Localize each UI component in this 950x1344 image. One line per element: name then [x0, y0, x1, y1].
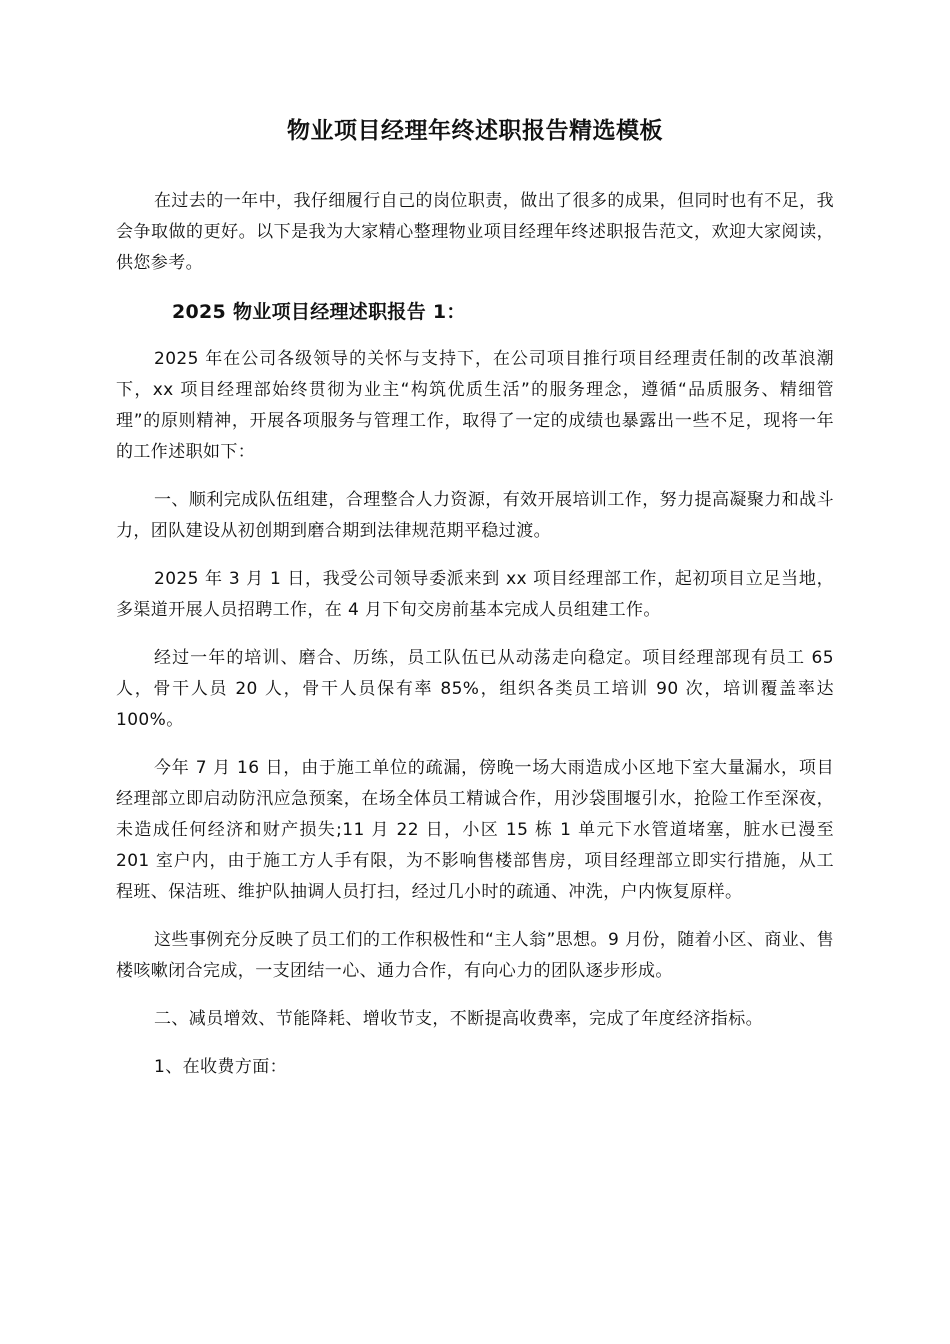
- section-heading: 2025 物业项目经理述职报告 1：: [172, 301, 466, 323]
- document-body: [116, 186, 834, 1083]
- intro-paragraph: 在过去的一年中，我仔细履行自己的岗位职责，做出了很多的成果，但同时也有不足，我会争取做的更好。以下是我为大家精心整理物业项目经理年终述职报告范文，欢迎大家阅读，供您参考。: [116, 191, 834, 273]
- paragraph-8: 1、在收费方面：: [154, 1057, 288, 1077]
- document-title: 物业项目经理年终述职报告精选模板: [287, 118, 663, 144]
- paragraph-5: 今年 7 月 16 日，由于施工单位的疏漏，傍晚一场大雨造成小区地下室大量漏水，项目经理部立即启动防汛应急预案，在场全体员工精诚合作，用沙袋围堰引水，抢险工作至深夜，未造成任何经济和财产损失;11 月 22 日，小区 15 栋 1 单元下水管道堵塞，脏水已漫至 201 室户内，由于施工方人手有限，为不影响售楼部售房，项目经理部立即实行措施，从工程班、保洁班、维护队抽调人员打扫，经过几小时的疏通、冲洗，户内恢复原样。: [116, 758, 834, 902]
- paragraph-4: 经过一年的培训、磨合、历练，员工队伍已从动荡走向稳定。项目经理部现有员工 65 人，骨干人员 20 人，骨干人员保有率 85%，组织各类员工培训 90 次，培训覆盖率达 100%。: [116, 648, 834, 730]
- paragraph-3: 2025 年 3 月 1 日，我受公司领导委派来到 xx 项目经理部工作，起初项目立足当地，多渠道开展人员招聘工作，在 4 月下旬交房前基本完成人员组建工作。: [116, 569, 834, 620]
- paragraph-1: 2025 年在公司各级领导的关怀与支持下，在公司项目推行项目经理责任制的改革浪潮下，xx 项目经理部始终贯彻为业主“构筑优质生活”的服务理念，遵循“品质服务、精细管理”的原则精神，开展各项服务与管理工作，取得了一定的成绩也暴露出一些不足，现将一年的工作述职如下：: [116, 349, 834, 462]
- paragraph-7: 二、减员增效、节能降耗、增收节支，不断提高收费率，完成了年度经济指标。: [154, 1009, 763, 1029]
- paragraph-2: 一、顺利完成队伍组建，合理整合人力资源，有效开展培训工作，努力提高凝聚力和战斗力，团队建设从初创期到磨合期到法律规范期平稳过渡。: [116, 490, 834, 541]
- paragraph-6: 这些事例充分反映了员工们的工作积极性和“主人翁”思想。9 月份，随着小区、商业、售楼咳嗽闭合完成，一支团结一心、通力合作，有向心力的团队逐步形成。: [116, 930, 834, 981]
